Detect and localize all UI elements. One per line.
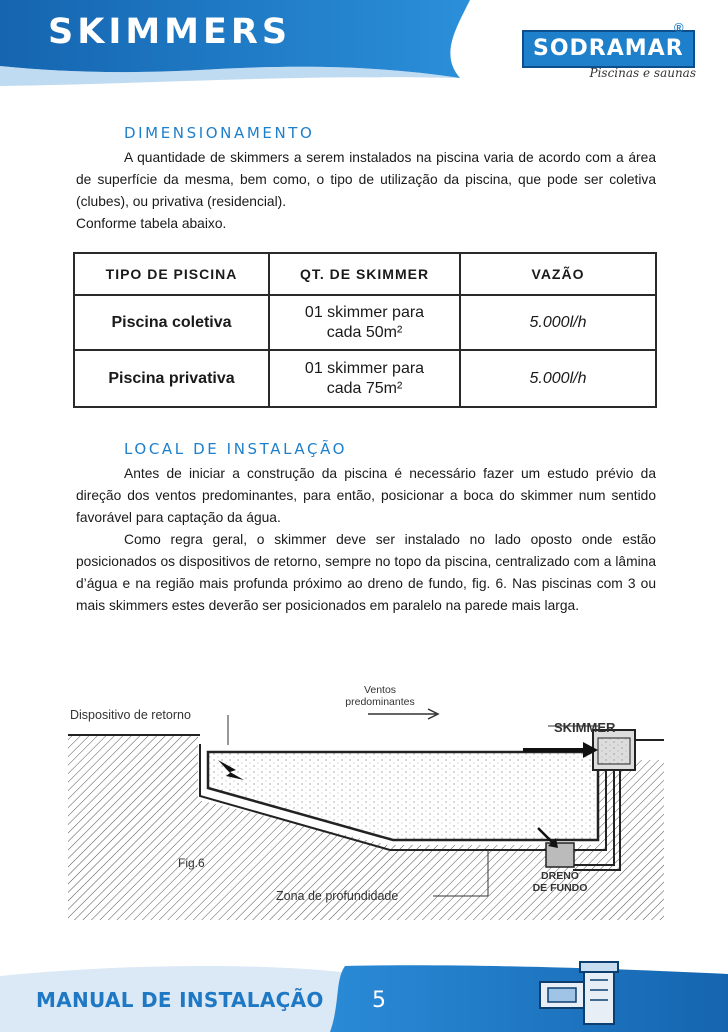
skimmer-quantity [270,296,459,349]
winds-label-line: predominantes [345,696,415,708]
table-header-type: TIPO DE PISCINA [105,266,238,282]
table-row [75,351,655,406]
quantity-line: 01 skimmer para [304,359,425,377]
table-header-qty: QT. DE SKIMMER [299,266,430,282]
table-row [75,296,655,349]
installation-figure [68,680,664,920]
dimensioning-note: Conforme tabela abaixo. [76,216,227,231]
skimmer-quantity [270,351,459,406]
page-header [0,0,728,92]
section-title-dimensioning: DIMENSIONAMENTO [124,124,315,142]
skimmer-label: SKIMMER [554,720,616,735]
brand-logo [512,20,712,84]
figure-caption: Fig.6 [178,856,205,870]
depth-zone-label: Zona de profundidade [276,889,399,903]
footer-title: MANUAL DE INSTALAÇÃO [36,988,324,1012]
winds-label [330,684,430,708]
installation-paragraph: Antes de iniciar a construção da piscina é necessário fazer um estudo prévio da direção dos ventos predominantes, para então, posicionar a boca do skimmer num sentido favorável para captação da água. [76,466,656,525]
quantity-line: 01 skimmer para [304,303,425,321]
return-device-label: Dispositivo de retorno [70,708,191,722]
brand-tagline: Piscinas e saunas [589,66,696,80]
flow-rate: 5.000l/h [529,369,587,387]
dimensioning-text [76,147,656,235]
pool-type: Piscina coletiva [111,313,232,331]
installation-paragraph: Como regra geral, o skimmer deve ser instalado no lado oposto onde estão posicionados os dispositivos de retorno, sempre no topo da piscina, centralizado com a lâmina d’água e na região mais profunda próximo ao dreno de fundo, fig. 6. Nas piscinas com 3 ou mais skimmers estes deverão ser posicionados em paralelo na parede mais larga. [76,532,656,613]
page-number: 5 [372,988,386,1013]
wind-arrow-icon [368,709,438,719]
winds-label-line: Ventos [363,684,397,696]
dimensioning-paragraph: A quantidade de skimmers a serem instalados na piscina varia de acordo com a área de superfície da mesma, bem como, o tipo de utilização da piscina, que pode ser coletiva (clubes), ou privativa (residencial). [76,150,656,209]
bottom-drain [546,843,574,867]
brand-name: SODRAMAR [522,30,695,68]
quantity-line: cada 50m² [326,323,403,341]
drain-label-line: DRENO [541,870,579,882]
drain-label-line: DE FUNDO [532,882,588,894]
drain-label [530,870,590,894]
registered-mark: ® [674,20,684,35]
pool-type: Piscina privativa [108,369,235,387]
flow-rate: 5.000l/h [529,313,587,331]
quantity-line: cada 75m² [326,379,403,397]
header-title: SKIMMERS [48,12,292,52]
skimmer-basket [598,738,630,764]
installation-text [76,463,656,617]
section-title-installation: LOCAL DE INSTALAÇÃO [124,440,348,458]
page-footer [0,944,728,1032]
table-header-flow: VAZÃO [531,266,585,282]
table-header-row [75,254,655,294]
skimmer-table [73,252,657,408]
